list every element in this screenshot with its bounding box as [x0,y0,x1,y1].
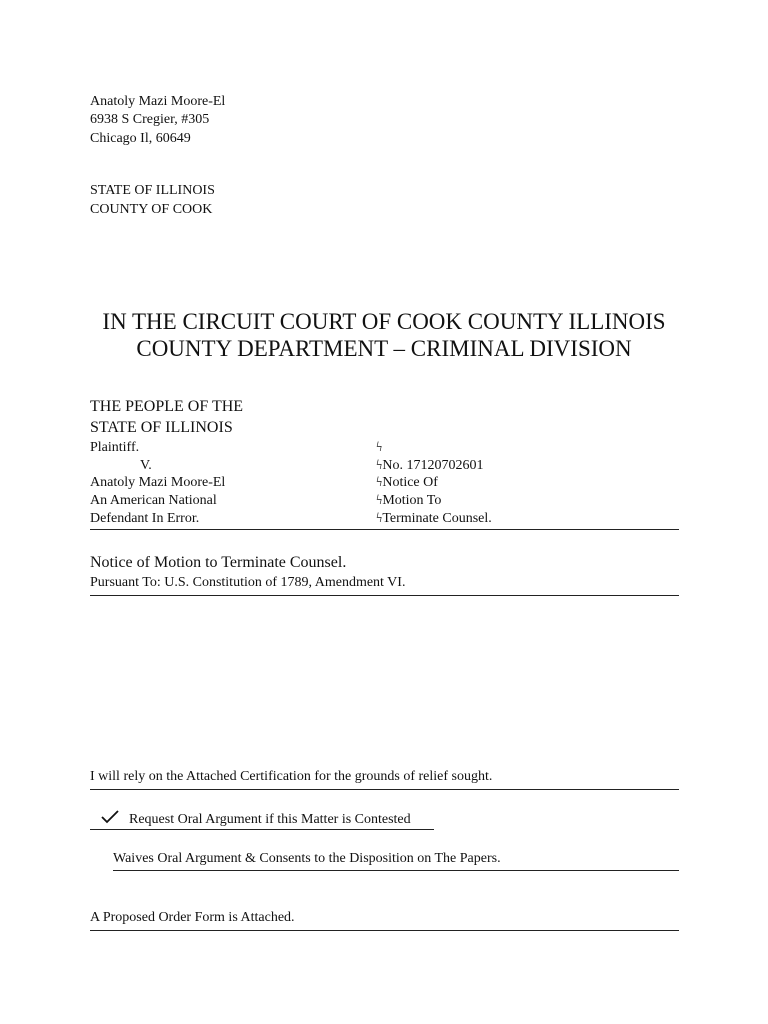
sender-name: Anatoly Mazi Moore-El [90,94,226,109]
relief-statement: I will rely on the Attached Certification for the grounds of relief sought. [90,769,493,784]
proposed-order-rule [90,930,679,931]
caption-right-text: Terminate Counsel. [382,511,492,526]
sender-street: 6938 S Cregier, #305 [90,112,210,127]
caption-right-row [376,510,492,528]
caption-right-row [376,492,441,510]
relief-rule [90,789,679,790]
bracket-mark: ϟ [376,511,383,526]
caption-right-row [376,457,483,475]
defendant-status: An American National [90,493,217,508]
notice-pursuant: Pursuant To: U.S. Constitution of 1789, Amendment VI. [90,575,406,590]
bracket-mark: ϟ [376,475,383,490]
waive-oral-argument-option[interactable]: Waives Oral Argument & Consents to the Disposition on The Papers. [113,851,501,866]
case-number: No. 17120702601 [382,458,484,473]
versus: V. [140,458,152,473]
caption-right-row [376,439,382,457]
defendant-role: Defendant In Error. [90,511,200,526]
jurisdiction-county: COUNTY OF COOK [90,202,213,217]
caption-rule [90,529,679,530]
proposed-order-statement: A Proposed Order Form is Attached. [90,910,295,925]
court-heading-line1: IN THE CIRCUIT COURT OF COOK COUNTY ILLINOIS [102,309,666,334]
plaintiff-line1: THE PEOPLE OF THE [90,398,244,415]
court-heading-line2: COUNTY DEPARTMENT – CRIMINAL DIVISION [136,336,632,361]
waive-oral-rule [113,870,679,871]
plaintiff-line2: STATE OF ILLINOIS [90,419,233,436]
request-oral-argument-option[interactable]: Request Oral Argument if this Matter is Contested [129,812,411,827]
bracket-mark: ϟ [376,458,383,473]
request-oral-rule [90,829,434,830]
bracket-mark: ϟ [376,440,383,455]
sender-city: Chicago Il, 60649 [90,131,191,146]
notice-rule [90,595,679,596]
caption-right-row [376,474,438,492]
defendant-name: Anatoly Mazi Moore-El [90,475,226,490]
notice-title: Notice of Motion to Terminate Counsel. [90,554,347,571]
plaintiff-role: Plaintiff. [90,440,140,455]
checkmark-icon[interactable] [101,810,119,824]
caption-right-text: Notice Of [382,475,438,490]
jurisdiction-state: STATE OF ILLINOIS [90,183,215,198]
bracket-mark: ϟ [376,493,383,508]
caption-right-text: Motion To [382,493,442,508]
